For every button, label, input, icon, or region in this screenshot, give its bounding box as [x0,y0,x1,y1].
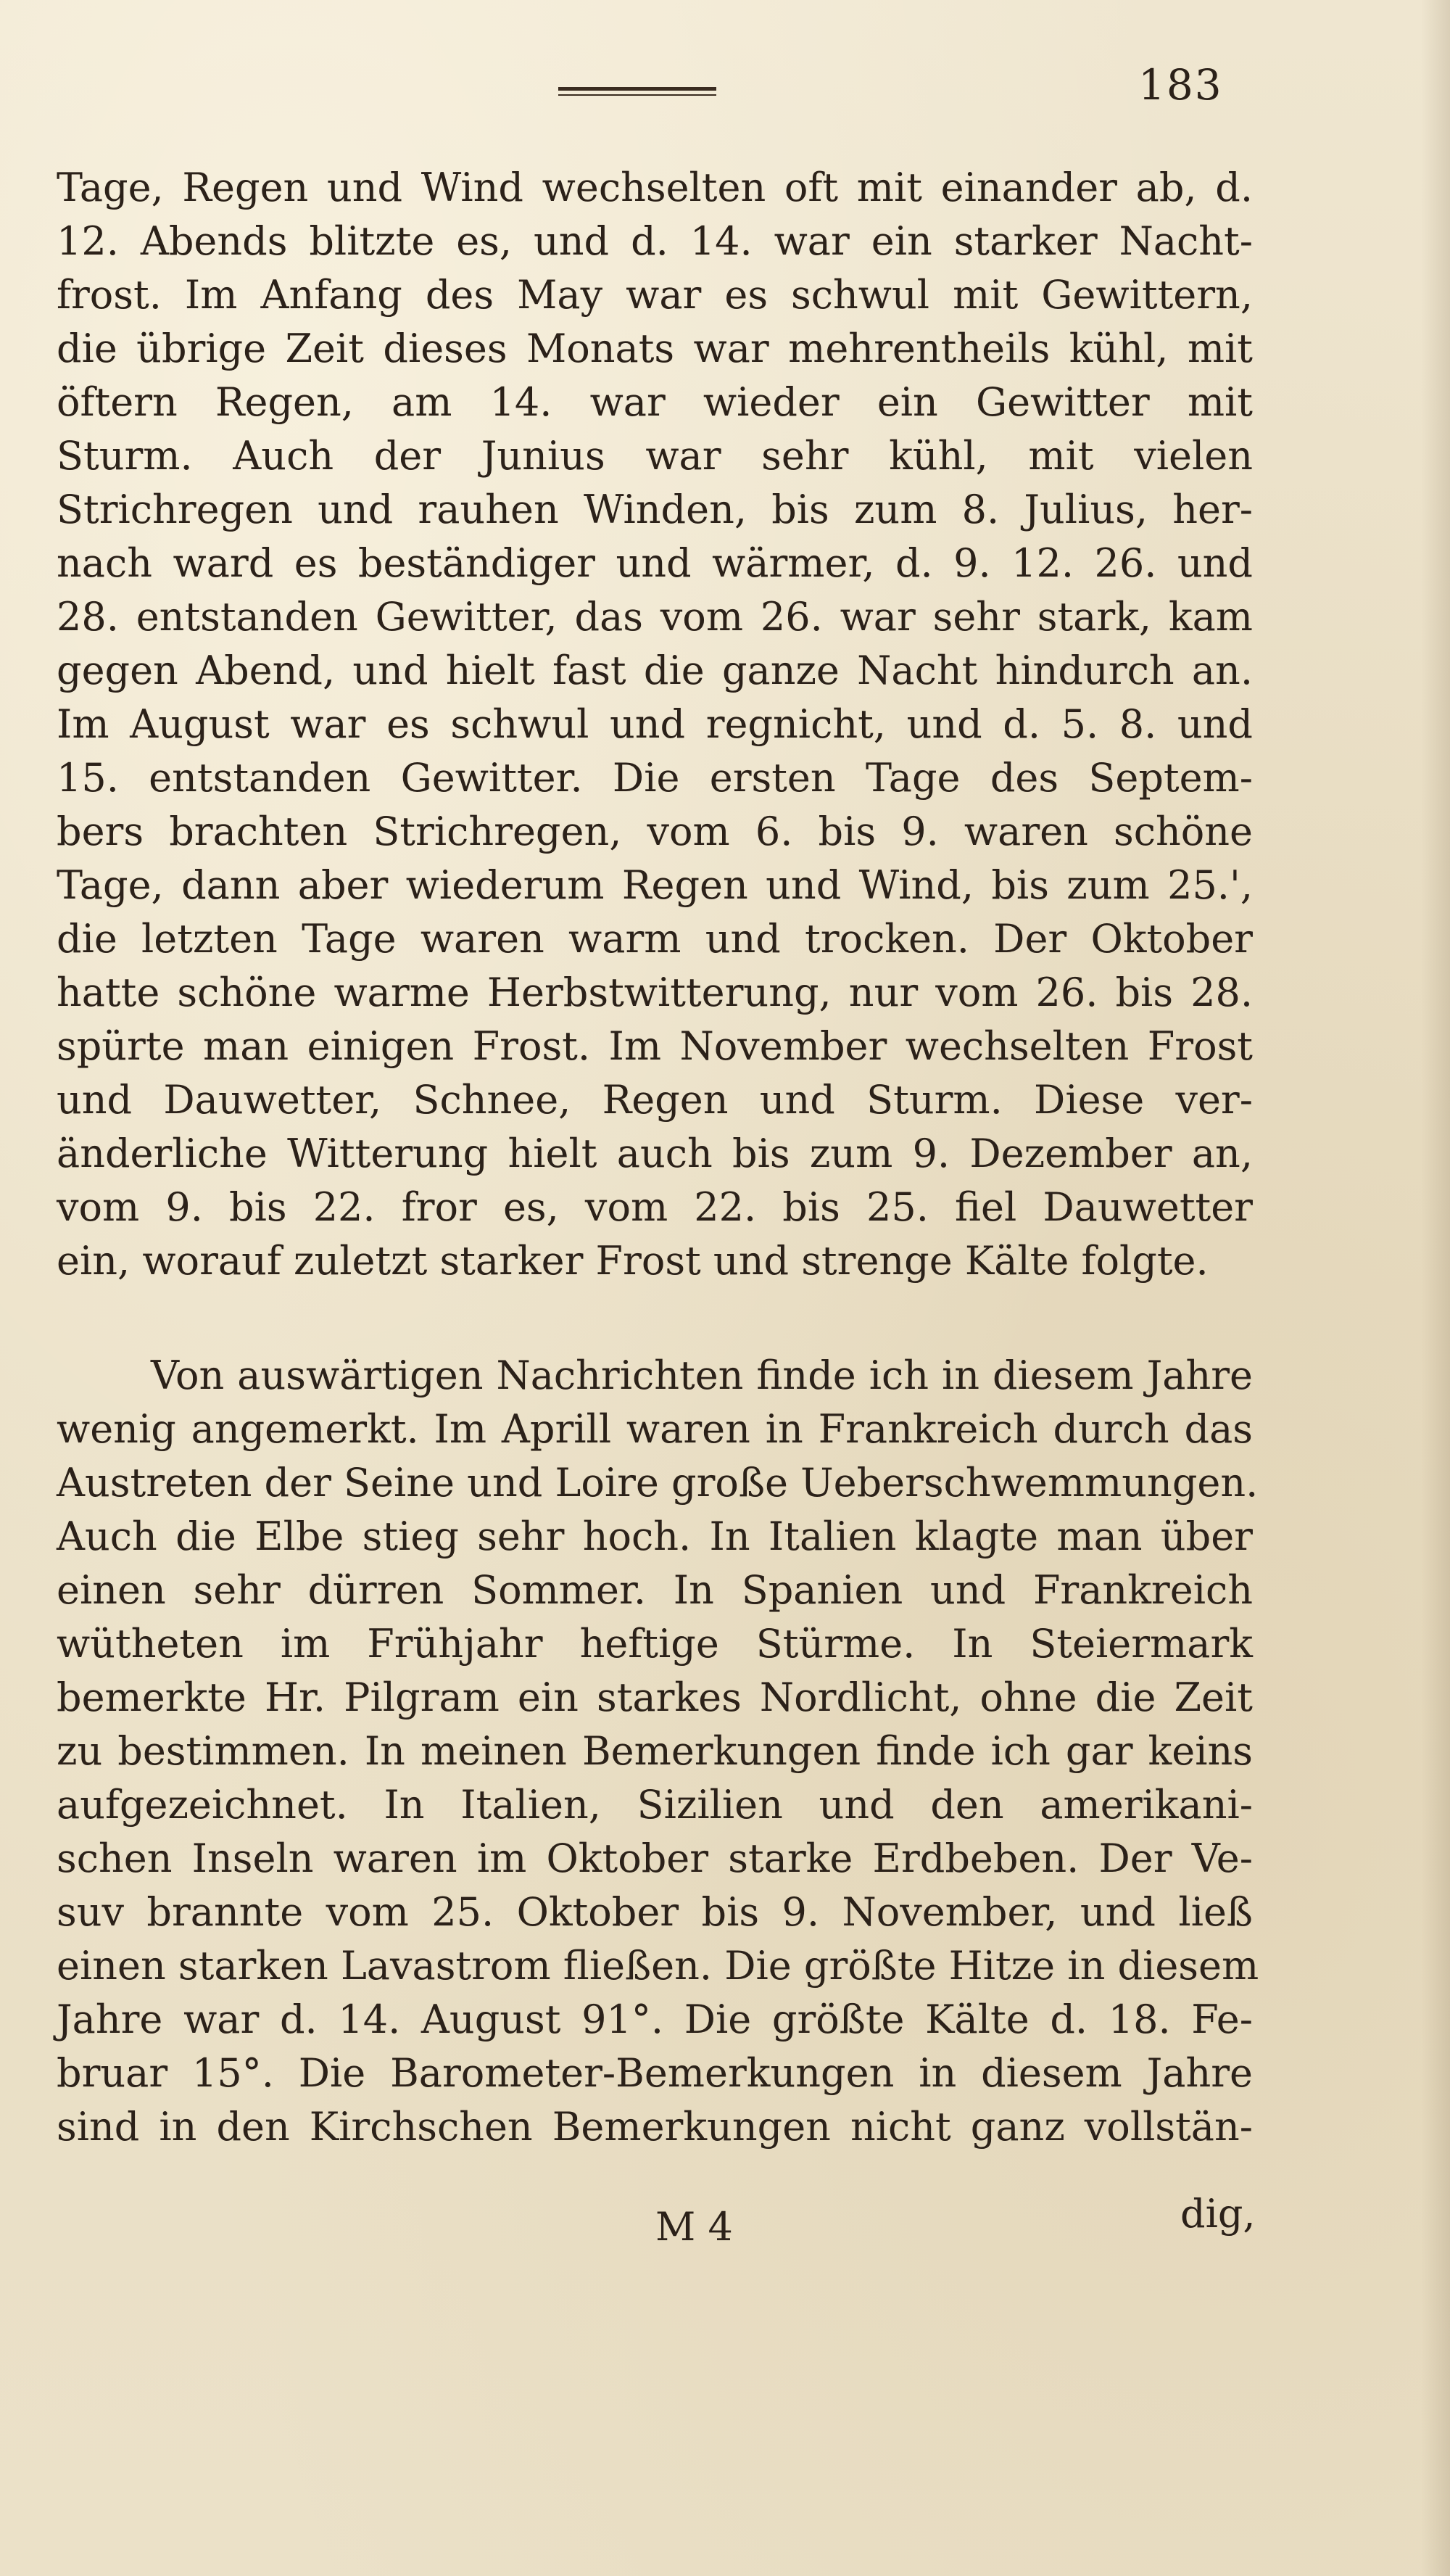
text-line: Jahre war d. 14. August 91°. Die größte Kälte d. 18. Fe- [57,1997,1253,2042]
text-line: Tage, dann aber wiederum Regen und Wind, bis zum 25.', [57,862,1253,908]
text-line: einen sehr dürren Sommer. In Spanien und Frankreich [57,1567,1253,1613]
text-line: gegen Abend, und hielt fast die ganze Nacht hindurch an. [57,648,1253,693]
text-line: suv brannte vom 25. Oktober bis 9. November, und ließ [57,1889,1253,1935]
text-line: nach ward es beständiger und wärmer, d. 9. 12. 26. und [57,540,1253,586]
text-line: Auch die Elbe stieg sehr hoch. In Italien klagte man über [57,1514,1253,1559]
text-line: 15. entstanden Gewitter. Die ersten Tage des Septem- [57,755,1253,801]
text-line: Tage, Regen und Wind wechselten oft mit einander ab, d. [57,165,1253,210]
page-number: 183 [1138,60,1223,110]
text-line: Austreten der Seine und Loire große Ueberschwemmungen. [57,1460,1259,1506]
catchword: dig, [1180,2191,1256,2237]
text-line: die letzten Tage waren warm und trocken. Der Oktober [57,916,1253,962]
text-line: schen Inseln waren im Oktober starke Erdbeben. Der Ve- [57,1836,1253,1881]
text-line: spürte man einigen Frost. Im November wechselten Frost [57,1023,1253,1069]
text-line: hatte schöne warme Herbstwitterung, nur vom 26. bis 28. [57,970,1253,1015]
text-line: änderliche Witterung hielt auch bis zum 9. Dezember an, [57,1131,1253,1176]
text-line: vom 9. bis 22. fror es, vom 22. bis 25. fiel Dauwetter [57,1184,1253,1230]
paragraph-foreign-news [57,1349,1259,2154]
text-line: 12. Abends blitzte es, und d. 14. war ein starker Nacht- [57,218,1253,264]
signature-mark: M 4 [655,2204,733,2250]
text-line: bers brachten Strichregen, vom 6. bis 9. waren schöne [57,809,1253,854]
paragraph-weather [57,161,1253,1288]
text-line: sind in den Kirchschen Bemerkungen nicht ganz vollstän- [57,2104,1253,2150]
text-line: bemerkte Hr. Pilgram ein starkes Nordlicht, ohne die Zeit [57,1675,1253,1720]
text-line: frost. Im Anfang des May war es schwul mit Gewittern, [57,272,1253,318]
text-line: öftern Regen, am 14. war wieder ein Gewitter mit [57,379,1253,425]
text-line: Im August war es schwul und regnicht, und d. 5. 8. und [57,701,1253,747]
text-line: Sturm. Auch der Junius war sehr kühl, mit vielen [57,433,1253,479]
text-line: wenig angemerkt. Im Aprill waren in Frankreich durch das [57,1406,1253,1452]
text-line: die übrige Zeit dieses Monats war mehrentheils kühl, mit [57,326,1253,371]
text-line: ein, worauf zuletzt starker Frost und strenge Kälte folgte. [57,1238,1209,1284]
text-line: und Dauwetter, Schnee, Regen und Sturm. Diese ver- [57,1077,1253,1123]
page-edge-shadow [1421,0,1450,2576]
text-line: Strichregen und rauhen Winden, bis zum 8. Julius, her- [57,487,1253,532]
text-line: einen starken Lavastrom fließen. Die größte Hitze in diesem [57,1943,1259,1989]
text-line: Von auswärtigen Nachrichten finde ich in diesem Jahre [151,1353,1253,1398]
text-line: wütheten im Frühjahr heftige Stürme. In Steiermark [57,1621,1253,1667]
text-line: aufgezeichnet. In Italien, Sizilien und den amerikani- [57,1782,1253,1828]
header-rule [558,87,716,96]
text-line: 28. entstanden Gewitter, das vom 26. war sehr stark, kam [57,594,1253,640]
text-line: bruar 15°. Die Barometer-Bemerkungen in diesem Jahre [57,2050,1253,2096]
text-line: zu bestimmen. In meinen Bemerkungen finde ich gar keins [57,1728,1253,1774]
